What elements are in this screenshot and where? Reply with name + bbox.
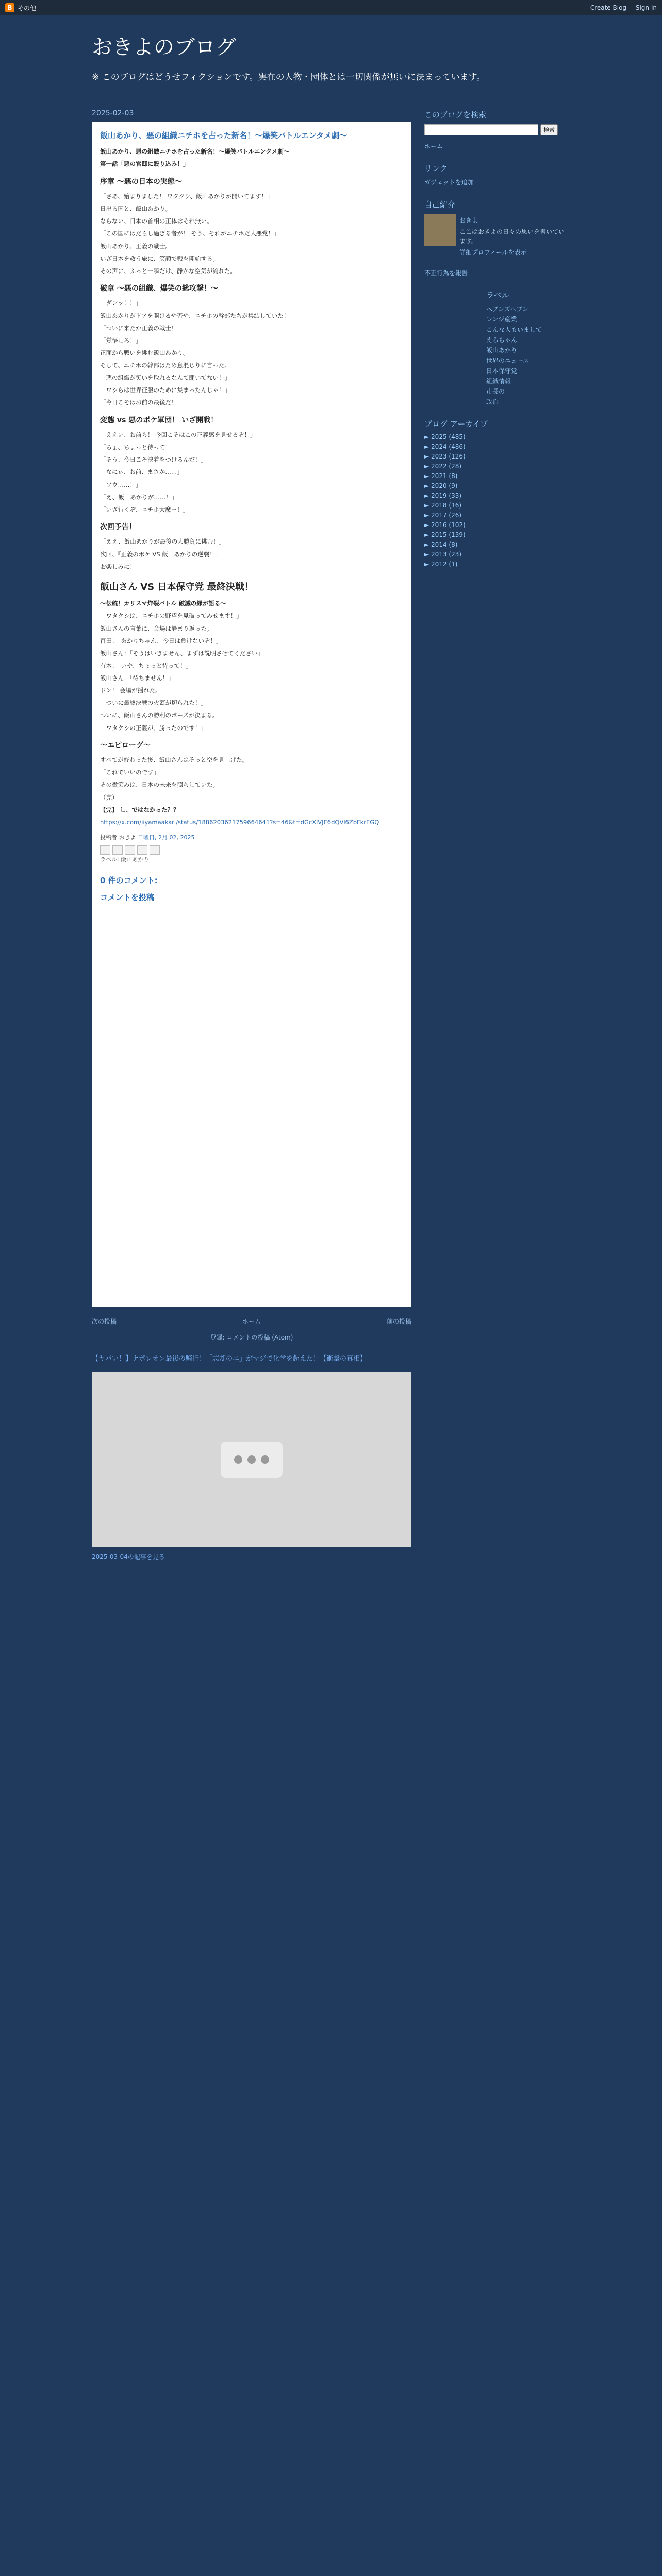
facebook-share-icon[interactable]: [137, 845, 147, 855]
label-item[interactable]: 市長の: [486, 388, 505, 395]
blog-header: [0, 15, 662, 82]
finale-line: 「ワタクシの正義が、勝ったのです！」: [100, 724, 207, 732]
profile-text: ここはおきよの日々の思いを書いています。: [459, 228, 565, 245]
archive-year[interactable]: ► 2014 (8): [424, 541, 458, 548]
section-line: 「ダンッ！！」: [100, 299, 142, 307]
finale-line: 有本：「いや、ちょっと待って！」: [100, 662, 192, 669]
archive-year[interactable]: ► 2024 (486): [424, 443, 466, 450]
archive-year[interactable]: ► 2020 (9): [424, 482, 458, 489]
section-line: 「そう、今日こそ決着をつけるんだ！」: [100, 456, 207, 464]
finale-line: 「ワタクシは、ニチホの野望を見破ってみせます！」: [100, 612, 242, 620]
section-line: 次回、『正義のボケ VS 飯山あかりの逆襲！』: [100, 550, 222, 558]
sidebar: [424, 109, 566, 570]
blog-title[interactable]: おきよのブログ: [92, 36, 236, 59]
profile-card: [424, 214, 566, 259]
section-line: そして、ニチホの幹部はため息混じりに言った。: [100, 362, 230, 369]
report-abuse-link[interactable]: 不正行為を報告: [424, 269, 468, 277]
home-link[interactable]: ホーム: [242, 1318, 261, 1325]
blog-share-icon[interactable]: [112, 845, 123, 855]
post-body: [92, 122, 411, 1307]
archive-year[interactable]: ► 2018 (16): [424, 502, 462, 509]
pinterest-share-icon[interactable]: [150, 845, 160, 855]
navbar-links: [583, 4, 657, 11]
label-item[interactable]: えろちゃん: [486, 336, 518, 344]
finale-line: 飯山さん：「待ちません！」: [100, 674, 174, 682]
section-heading: 次回予告！: [100, 522, 136, 531]
newer-post-link[interactable]: 次の投稿: [92, 1318, 117, 1325]
post-comment-link[interactable]: コメントを投稿: [100, 892, 155, 902]
section-line: お楽しみに！: [100, 563, 136, 570]
section-line: 「ワシらは世界征服のために集まったんじゃ！」: [100, 386, 230, 394]
section-line: 「ソウ……！」: [100, 481, 142, 488]
x-share-icon[interactable]: [125, 845, 135, 855]
email-share-icon[interactable]: [100, 845, 110, 855]
label-item[interactable]: レンジ産業: [486, 316, 517, 323]
comments-area: [100, 874, 403, 904]
finale-heading: 飯山さん VS 日本保守党 最終決戦！: [100, 581, 254, 592]
post-subtitle: 飯山あかり、悪の組織ニチホを占った新名！〜爆笑バトルエンタメ劇〜: [100, 148, 290, 156]
archive-year[interactable]: ► 2022 (28): [424, 463, 462, 470]
finale-subheading: 〜伝統！カリスマ炸裂バトル 破滅の縁が語る〜: [100, 600, 226, 607]
loading-dots-icon: [221, 1442, 283, 1478]
section-line: 「いざ行くぞ、ニチホ大魔王！」: [100, 505, 189, 513]
source-link[interactable]: https://x.com/iiyamaakari/status/1886203621759664641?s=46&t=dGcXlVJE6dQVl6ZbFkrEGQ: [100, 818, 379, 826]
epilogue-line: すべてが終わった後、飯山さんはそっと空を見上げた。: [100, 756, 249, 764]
label-item[interactable]: こんな人もいまして: [486, 326, 542, 333]
archive-year[interactable]: ► 2021 (8): [424, 472, 458, 480]
sign-in-link[interactable]: Sign In: [635, 4, 657, 11]
label-item[interactable]: 組織情報: [486, 378, 511, 385]
comment-count: 0 件のコメント:: [100, 876, 158, 886]
section-heading: 変態 vs 悪のボケ軍団！ いざ開戦！: [100, 416, 218, 425]
sidebar-home-link[interactable]: ホーム: [424, 143, 443, 150]
archive-year[interactable]: ► 2017 (26): [424, 512, 462, 519]
share-buttons: [100, 845, 403, 855]
finale-line: 飯山さんの言葉に、会場は静まり返った。: [100, 624, 213, 632]
profile-title: 自己紹介: [424, 200, 456, 209]
post-footer: [100, 833, 403, 865]
post-title[interactable]: 飯山あかり、悪の組織ニチホを占った新名！〜爆笑バトルエンタメ劇〜: [100, 131, 347, 140]
archive-year[interactable]: ► 2025 (485): [424, 433, 466, 440]
main-column: [92, 109, 411, 1561]
finale-line: ドン！ 会場が揺れた。: [100, 687, 161, 694]
finale-line: 百田：「あかりちゃん、今日は負けないぞ！」: [100, 637, 222, 645]
label-item[interactable]: 政治: [486, 398, 499, 405]
post-date: 2025-02-03: [92, 109, 134, 117]
promo-video[interactable]: [92, 1372, 411, 1547]
label-item[interactable]: ヘブンズヘブン: [486, 306, 528, 313]
promo-title[interactable]: 【ヤバい！】ナポレオン最後の騎行！「忘却のエ」がマジで化学を超えた！【衝撃の真相】: [92, 1355, 367, 1363]
posted-by-label: 投稿者: [100, 834, 117, 841]
section-line: 正面から戦いを挑む飯山あかり。: [100, 349, 189, 357]
profile-link[interactable]: 詳細プロフィールを表示: [459, 249, 527, 256]
section-line: 「今日こそはお前の最後だ！」: [100, 399, 183, 406]
epilogue-heading: 〜エピローグ〜: [100, 741, 151, 750]
navbar-more[interactable]: その他: [18, 4, 37, 12]
footer-note: 【完】 し、ではなかった？？: [100, 806, 179, 814]
profile-name[interactable]: おきよ: [459, 217, 478, 224]
section-line: その声に、ふっと一瞬だけ、静かな空気が流れた。: [100, 267, 237, 275]
search-input[interactable]: [424, 124, 538, 135]
archive-year[interactable]: ► 2013 (23): [424, 551, 462, 558]
profile-text-block: [459, 214, 566, 259]
older-post-link[interactable]: 前の投稿: [386, 1318, 411, 1325]
section-line: 「ついに来たか正義の戦士！」: [100, 324, 183, 332]
section-line: 「ちょ、ちょっと待って！」: [100, 444, 177, 451]
post-timestamp[interactable]: 日曜日, 2月 02, 2025: [138, 834, 195, 841]
archive-year[interactable]: ► 2016 (102): [424, 521, 466, 529]
section-line: 日出る国と、飯山あかり。: [100, 205, 171, 213]
links-item[interactable]: ガジェットを追加: [424, 179, 474, 186]
finale-line: 飯山さん：「そうはいきません、まずは説明させてください」: [100, 649, 263, 657]
blogger-logo-icon[interactable]: B: [5, 3, 14, 12]
promo-bottom-link[interactable]: 2025-03-04の記事を見る: [92, 1553, 165, 1561]
links-title: リンク: [424, 164, 448, 173]
blog-description: ※ このブログはどうせフィクションです。実在の人物・団体とは一切関係が無いに決まっています。: [92, 72, 486, 82]
section-line: 「覚悟しろ！」: [100, 336, 142, 344]
epilogue-line: その微笑みは、日本の未来を照らしていた。: [100, 781, 219, 789]
label-item[interactable]: 日本保守党: [486, 367, 518, 375]
epilogue-line: （完）: [100, 793, 118, 801]
section-line: 飯山あかり、正義の戦士。: [100, 242, 171, 250]
section-line: 「ええ、飯山あかりが最後の大勝負に挑む！」: [100, 538, 225, 546]
section-line: 「ええい、お前ら！ 今回こそはこの正義感を見せるぞ！」: [100, 431, 256, 438]
epilogue-line: 「これでいいのです」: [100, 769, 159, 776]
subscribe-atom[interactable]: 登録: コメントの投稿 (Atom): [210, 1334, 293, 1341]
section-line: 「さあ、始まりました！ ワタクシ、飯山あかりが開いてます！」: [100, 193, 273, 200]
label-item[interactable]: 飯山あかり: [486, 347, 518, 354]
archive-year[interactable]: ► 2019 (33): [424, 492, 462, 499]
archive-year[interactable]: ► 2023 (126): [424, 453, 466, 460]
section-line: ならない、日本の首相の正体はそれ無い。: [100, 217, 213, 225]
navbar-brand: [5, 3, 36, 12]
archive-year[interactable]: ► 2015 (139): [424, 531, 466, 538]
post-navigation: [92, 1317, 411, 1326]
section-line: いざ日本を救う旅に、笑顔で戦を開始する。: [100, 255, 219, 262]
section-line: 「悪の組織が笑いを取れるなんて聞いてない！」: [100, 374, 230, 382]
archive-title: ブログ アーカイブ: [424, 419, 488, 429]
avatar[interactable]: [424, 214, 456, 246]
finale-line: 「ついに最終決戦の火蓋が切られた！」: [100, 699, 207, 707]
section-line: 「え、飯山あかりが……！」: [100, 493, 178, 501]
section-line: 「なにぃ、お前、まさか……」: [100, 468, 183, 476]
blogger-navbar: [0, 0, 662, 15]
section-line: 飯山あかりがドアを開けるや否や、ニチホの幹部たちが集結していた！: [100, 312, 290, 319]
search-form: [424, 124, 566, 135]
create-blog-link[interactable]: Create Blog: [590, 4, 627, 11]
labels-title: ラベル: [486, 291, 510, 300]
section-heading: 破章 〜悪の組織、爆笑の総攻撃！〜: [100, 284, 218, 293]
section-line: 「この国にはだらし過ぎる者が！ そう、それがニチホだ大悪党！」: [100, 230, 280, 238]
finale-line: ついに、飯山さんの勝利のポーズが決まる。: [100, 711, 219, 719]
section-heading: 序章 〜悪の日本の実態〜: [100, 177, 182, 186]
search-title: このブログを検索: [424, 110, 487, 120]
label-item[interactable]: 世界のニュース: [486, 357, 529, 364]
post-author[interactable]: おきよ: [119, 834, 136, 841]
search-button[interactable]: 検索: [540, 124, 558, 135]
post-labels[interactable]: ラベル: 飯山あかり: [100, 856, 150, 863]
post-episode: 第一話「悪の官邸に殴り込み！」: [100, 160, 189, 168]
archive-year[interactable]: ► 2012 (1): [424, 561, 458, 568]
